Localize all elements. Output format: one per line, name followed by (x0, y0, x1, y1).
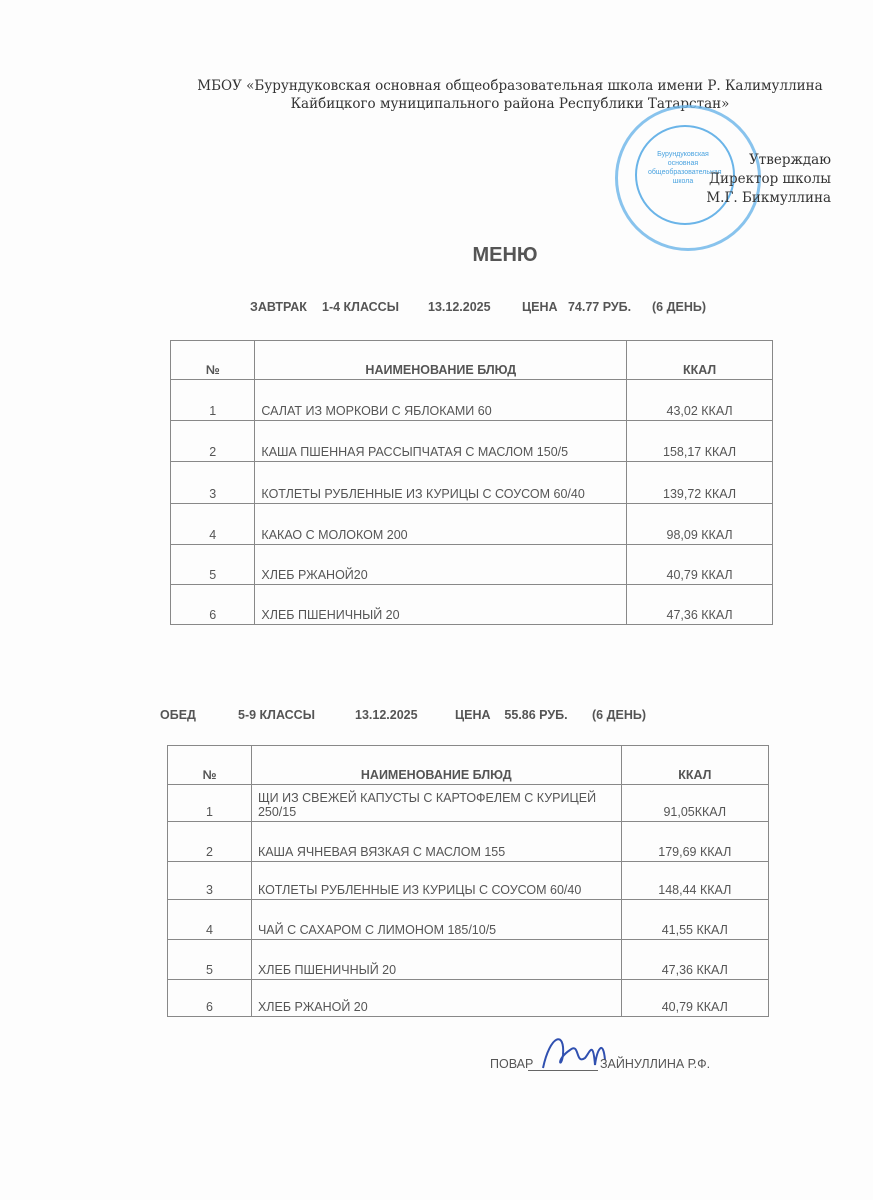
school-name-line2: Кайбицкого муниципального района Республики Татарстан» (290, 96, 730, 112)
row-number: 1 (168, 785, 252, 822)
table-row (168, 785, 769, 822)
breakfast-classes: 1-4 КЛАССЫ (322, 300, 399, 314)
table-row (171, 380, 773, 421)
row-number: 3 (171, 462, 255, 504)
dish-kcal: 43,02 ККАЛ (627, 380, 773, 421)
table-row (168, 940, 769, 980)
table-row (171, 504, 773, 545)
row-number: 2 (168, 822, 252, 862)
lunch-date: 13.12.2025 (355, 708, 418, 722)
column-header: ККАЛ (627, 341, 773, 380)
breakfast-date: 13.12.2025 (428, 300, 491, 314)
table-header-row (168, 746, 769, 785)
column-header: № (171, 341, 255, 380)
breakfast-price: ЦЕНА 74.77 РУБ. (522, 300, 632, 314)
lunch-day: (6 ДЕНЬ) (592, 708, 647, 722)
row-number: 4 (168, 900, 252, 940)
dish-kcal: 40,79 ККАЛ (627, 545, 773, 585)
breakfast-table (170, 340, 773, 625)
table-row (168, 980, 769, 1017)
cook-label: ПОВАР (490, 1057, 534, 1071)
lunch-classes: 5-9 КЛАССЫ (238, 708, 315, 722)
table-row (168, 822, 769, 862)
dish-kcal: 47,36 ККАЛ (627, 585, 773, 625)
cook-signature (535, 1030, 610, 1075)
dish-name: ЩИ ИЗ СВЕЖЕЙ КАПУСТЫ С КАРТОФЕЛЕМ С КУРИЦЕЙ 250/15 (251, 785, 621, 822)
table-header-row (171, 341, 773, 380)
lunch-table (167, 745, 769, 1017)
dish-kcal: 148,44 ККАЛ (621, 862, 768, 900)
table-row (168, 900, 769, 940)
dish-kcal: 139,72 ККАЛ (627, 462, 773, 504)
dish-kcal: 98,09 ККАЛ (627, 504, 773, 545)
dish-name: САЛАТ ИЗ МОРКОВИ С ЯБЛОКАМИ 60 (255, 380, 627, 421)
dish-name: ХЛЕБ ПШЕНИЧНЫЙ 20 (251, 940, 621, 980)
dish-name: ХЛЕБ РЖАНОЙ 20 (251, 980, 621, 1017)
dish-name: КАКАО С МОЛОКОМ 200 (255, 504, 627, 545)
approval-line1: Утверждаю (749, 152, 831, 168)
column-header: № (168, 746, 252, 785)
row-number: 1 (171, 380, 255, 421)
approval-line3: М.Г. Бикмуллина (706, 190, 831, 206)
table-row (171, 462, 773, 504)
column-header: ККАЛ (621, 746, 768, 785)
column-header: НАИМЕНОВАНИЕ БЛЮД (255, 341, 627, 380)
row-number: 6 (168, 980, 252, 1017)
school-name-line1: МБОУ «Бурундуковская основная общеобразовательная школа имени Р. Калимуллина (197, 78, 823, 94)
lunch-meal: ОБЕД (160, 708, 196, 722)
table-row (171, 545, 773, 585)
row-number: 5 (168, 940, 252, 980)
breakfast-meal: ЗАВТРАК (250, 300, 307, 314)
row-number: 4 (171, 504, 255, 545)
lunch-price: ЦЕНА 55.86 РУБ. (455, 708, 568, 722)
dish-kcal: 179,69 ККАЛ (621, 822, 768, 862)
page-title: МЕНЮ (472, 244, 538, 266)
table-row (171, 421, 773, 462)
stamp-text: Бурундуковская основная общеобразовательная школа (648, 151, 722, 185)
dish-name: КАША ЯЧНЕВАЯ ВЯЗКАЯ С МАСЛОМ 155 (251, 822, 621, 862)
dish-kcal: 91,05ККАЛ (621, 785, 768, 822)
row-number: 3 (168, 862, 252, 900)
dish-kcal: 47,36 ККАЛ (621, 940, 768, 980)
dish-kcal: 40,79 ККАЛ (621, 980, 768, 1017)
row-number: 5 (171, 545, 255, 585)
row-number: 6 (171, 585, 255, 625)
approval-line2: Директор школы (708, 171, 831, 187)
dish-name: КАША ПШЕННАЯ РАССЫПЧАТАЯ С МАСЛОМ 150/5 (255, 421, 627, 462)
column-header: НАИМЕНОВАНИЕ БЛЮД (251, 746, 621, 785)
table-row (168, 862, 769, 900)
cook-name: ЗАЙНУЛЛИНА Р.Ф. (600, 1057, 711, 1071)
dish-name: ХЛЕБ РЖАНОЙ20 (255, 545, 627, 585)
dish-name: ЧАЙ С САХАРОМ С ЛИМОНОМ 185/10/5 (251, 900, 621, 940)
dish-name: КОТЛЕТЫ РУБЛЕННЫЕ ИЗ КУРИЦЫ С СОУСОМ 60/40 (251, 862, 621, 900)
dish-kcal: 158,17 ККАЛ (627, 421, 773, 462)
table-row (171, 585, 773, 625)
row-number: 2 (171, 421, 255, 462)
dish-name: ХЛЕБ ПШЕНИЧНЫЙ 20 (255, 585, 627, 625)
dish-name: КОТЛЕТЫ РУБЛЕННЫЕ ИЗ КУРИЦЫ С СОУСОМ 60/40 (255, 462, 627, 504)
breakfast-day: (6 ДЕНЬ) (652, 300, 707, 314)
dish-kcal: 41,55 ККАЛ (621, 900, 768, 940)
